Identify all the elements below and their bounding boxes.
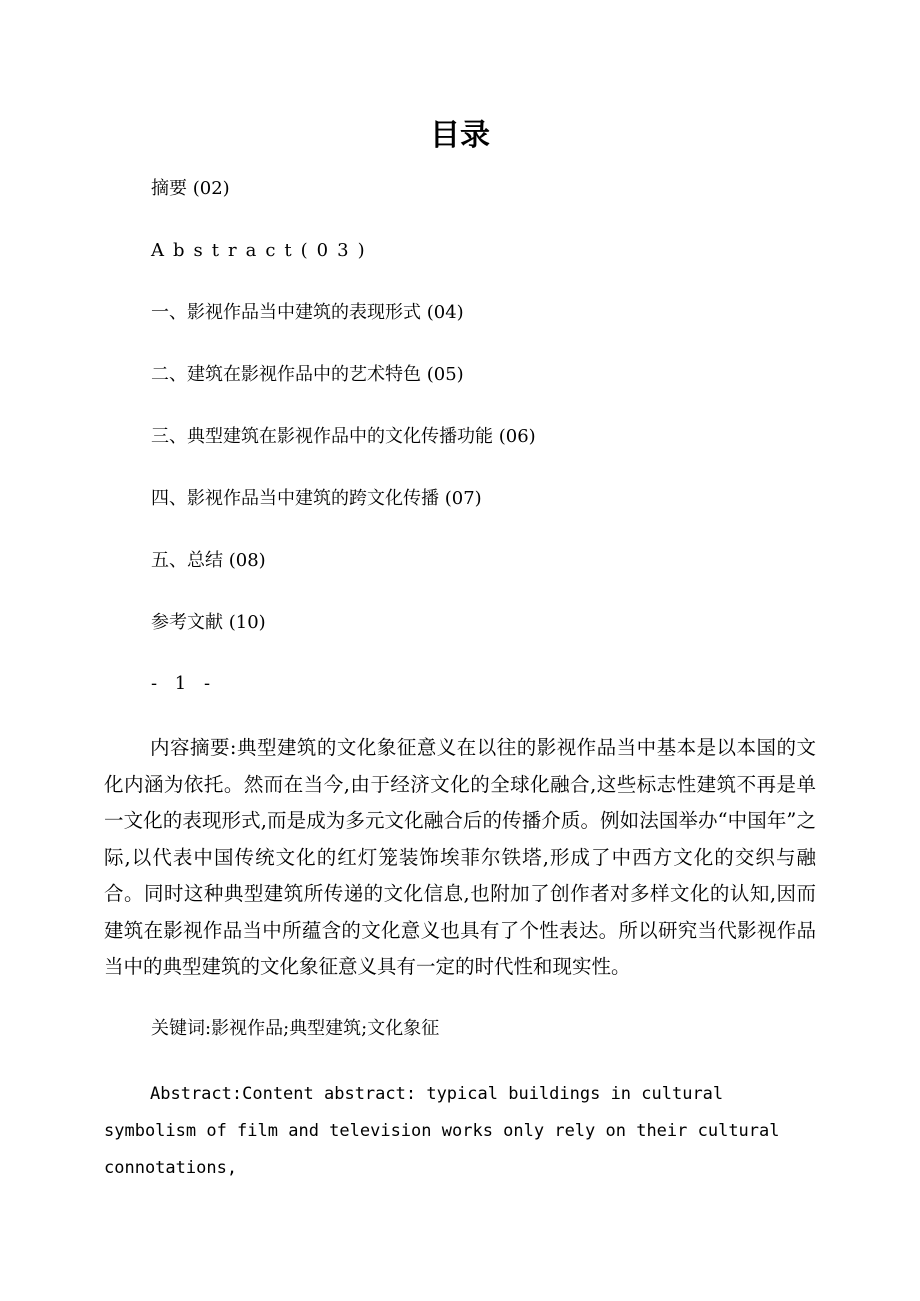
page-title: 目录 xyxy=(430,118,490,154)
toc-item-section-3: 三、典型建筑在影视作品中的文化传播功能 (06) xyxy=(151,426,536,447)
keywords-line: 关键词:影视作品;典型建筑;文化象征 xyxy=(151,1018,440,1039)
toc-item-section-5: 五、总结 (08) xyxy=(151,550,266,571)
toc-item-abstract-cn: 摘要 (02) xyxy=(151,178,230,199)
toc-item-section-4: 四、影视作品当中建筑的跨文化传播 (07) xyxy=(151,488,482,509)
toc-item-abstract-en: Abstract(03) xyxy=(151,240,374,261)
toc-item-section-2: 二、建筑在影视作品中的艺术特色 (05) xyxy=(151,364,464,385)
chinese-abstract-paragraph: 内容摘要:典型建筑的文化象征意义在以往的影视作品当中基本是以本国的文化内涵为依托。然而在当今,由于经济文化的全球化融合,这些标志性建筑不再是单一文化的表现形式,而是成为多元文化融合后的传播介质。例如法国举办“中国年”之际,以代表中国传统文化的红灯笼装饰埃菲尔铁塔,形成了中西方文化的交织与融合。同时这种典型建筑所传递的文化信息,也附加了创作者对多样文化的认知,因而建筑在影视作品当中所蕴含的文化意义也具有了个性表达。所以研究当代影视作品当中的典型建筑的文化象征意义具有一定的时代性和现实性。 xyxy=(104,736,816,978)
toc-item-references: 参考文献 (10) xyxy=(151,612,266,633)
english-abstract-paragraph: Abstract:Content abstract: typical buildings in cultural symbolism of film and television works only rely on their cultural connotations, xyxy=(104,1084,780,1178)
page-number: - 1 - xyxy=(151,673,217,694)
toc-item-section-1: 一、影视作品当中建筑的表现形式 (04) xyxy=(151,302,464,323)
